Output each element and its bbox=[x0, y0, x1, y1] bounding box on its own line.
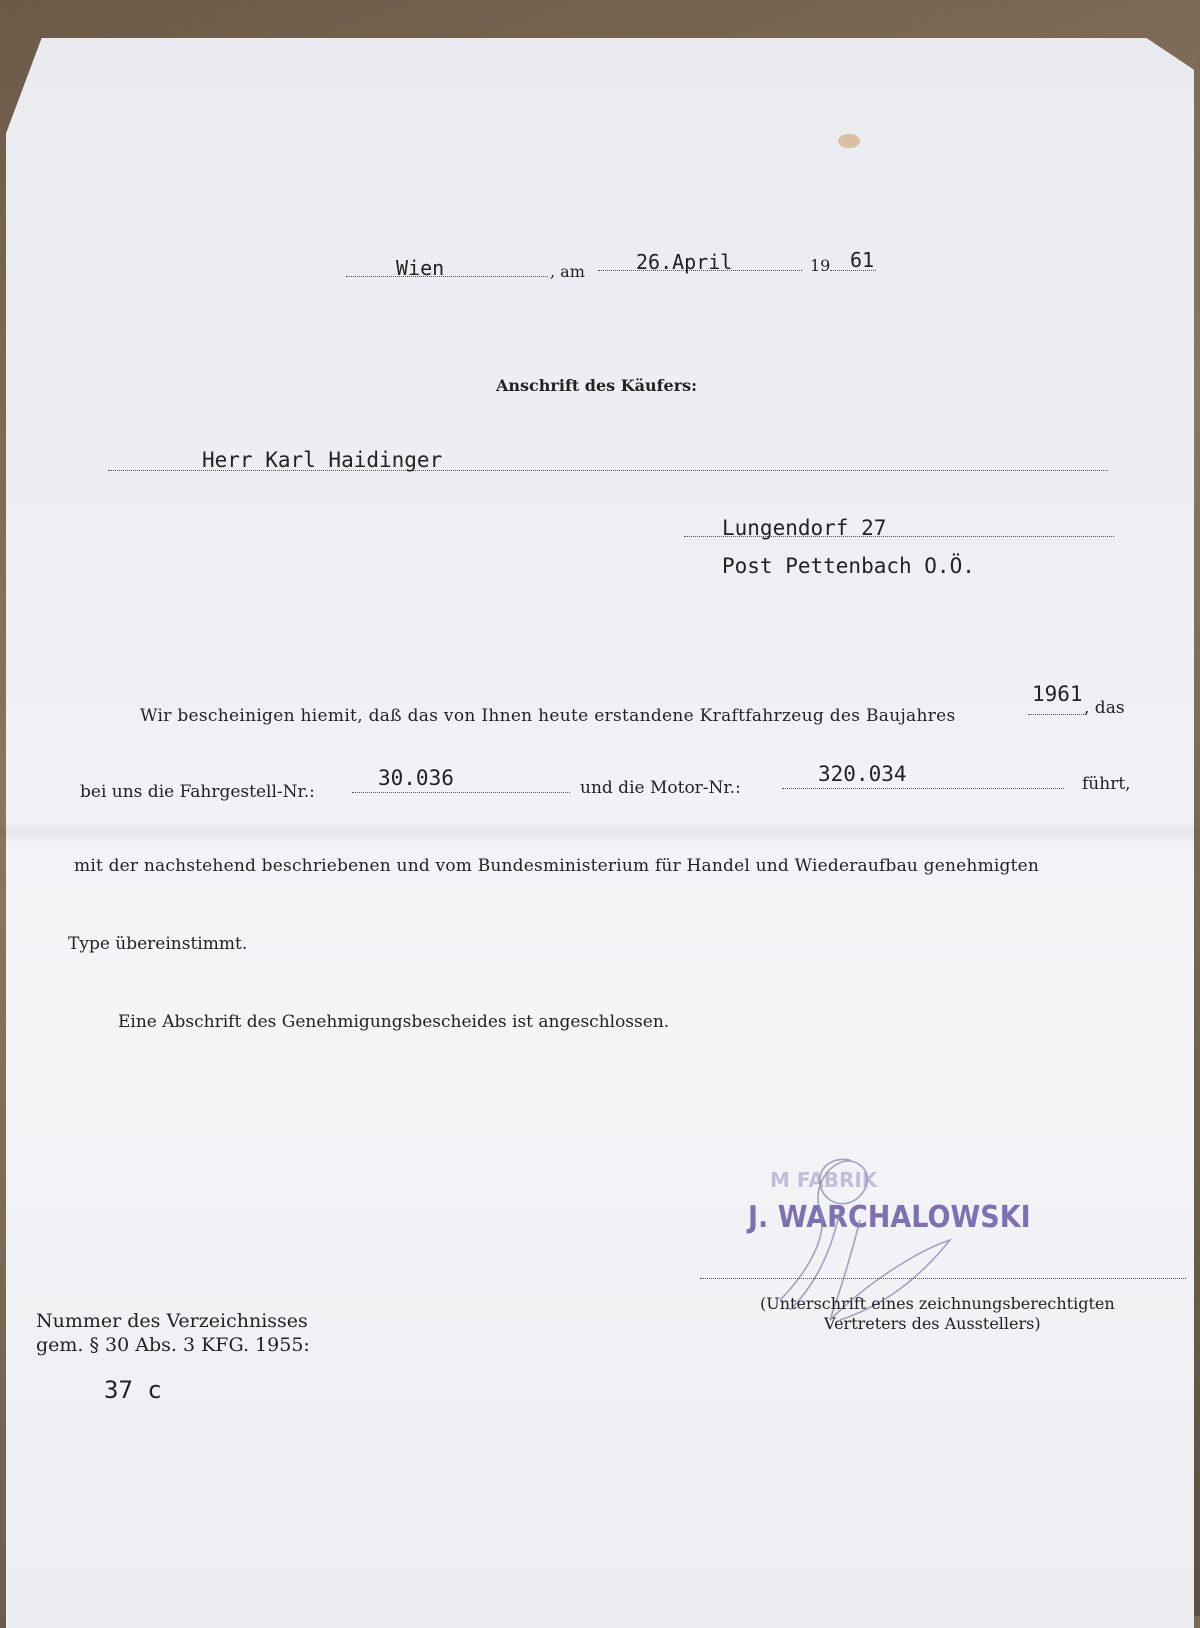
stamp-company-name: J. WARCHALOWSKI bbox=[748, 1200, 1031, 1235]
buyer-name: Herr Karl Haidinger bbox=[202, 448, 443, 472]
signature-dotted-line bbox=[700, 1278, 1186, 1279]
body-line-2-end: führt, bbox=[1082, 774, 1131, 794]
registry-label-1: Nummer des Verzeichnisses bbox=[36, 1310, 308, 1332]
paper-fold bbox=[0, 820, 1200, 844]
place-field: Wien bbox=[396, 256, 445, 280]
engine-number: 320.034 bbox=[818, 762, 907, 786]
am-label: , am bbox=[550, 262, 585, 281]
chassis-number: 30.036 bbox=[378, 766, 454, 790]
year-prefix: 19 bbox=[810, 256, 831, 275]
engine-dotted-line bbox=[782, 788, 1064, 789]
date-field: 26.April bbox=[636, 250, 733, 274]
place-dotted-line bbox=[346, 276, 548, 277]
chassis-dotted-line bbox=[352, 792, 570, 793]
stamp-top-text: M FABRIK bbox=[770, 1168, 878, 1192]
body-line-5: Eine Abschrift des Genehmigungsbescheides ist angeschlossen. bbox=[118, 1012, 670, 1032]
paper-stain bbox=[838, 134, 860, 148]
body-line-4: Type übereinstimmt. bbox=[68, 934, 248, 954]
buyer-heading: Anschrift des Käufers: bbox=[496, 376, 698, 395]
buyer-street: Lungendorf 27 bbox=[722, 516, 887, 540]
year-suffix: 61 bbox=[850, 248, 875, 272]
build-year-dotted-line bbox=[1028, 714, 1086, 715]
signature-caption-1: (Unterschrift eines zeichnungsberechtigten bbox=[760, 1294, 1115, 1313]
engine-label: und die Motor-Nr.: bbox=[580, 778, 741, 798]
body-line-3: mit der nachstehend beschriebenen und vom Bundesministerium für Handel und Wiederaufbau genehmigten bbox=[74, 856, 1040, 876]
registry-number: 37 c bbox=[104, 1376, 162, 1404]
signature-caption-2: Vertreters des Ausstellers) bbox=[824, 1314, 1041, 1333]
buyer-post: Post Pettenbach O.Ö. bbox=[722, 554, 975, 578]
build-year-field: 1961 bbox=[1032, 682, 1083, 706]
body-line-1: Wir bescheinigen hiemit, daß das von Ihnen heute erstandene Kraftfahrzeug des Baujahres bbox=[140, 706, 956, 726]
chassis-label: bei uns die Fahrgestell-Nr.: bbox=[80, 782, 315, 802]
registry-label-2: gem. § 30 Abs. 3 KFG. 1955: bbox=[36, 1334, 310, 1356]
body-line-1-end: , das bbox=[1084, 698, 1125, 718]
